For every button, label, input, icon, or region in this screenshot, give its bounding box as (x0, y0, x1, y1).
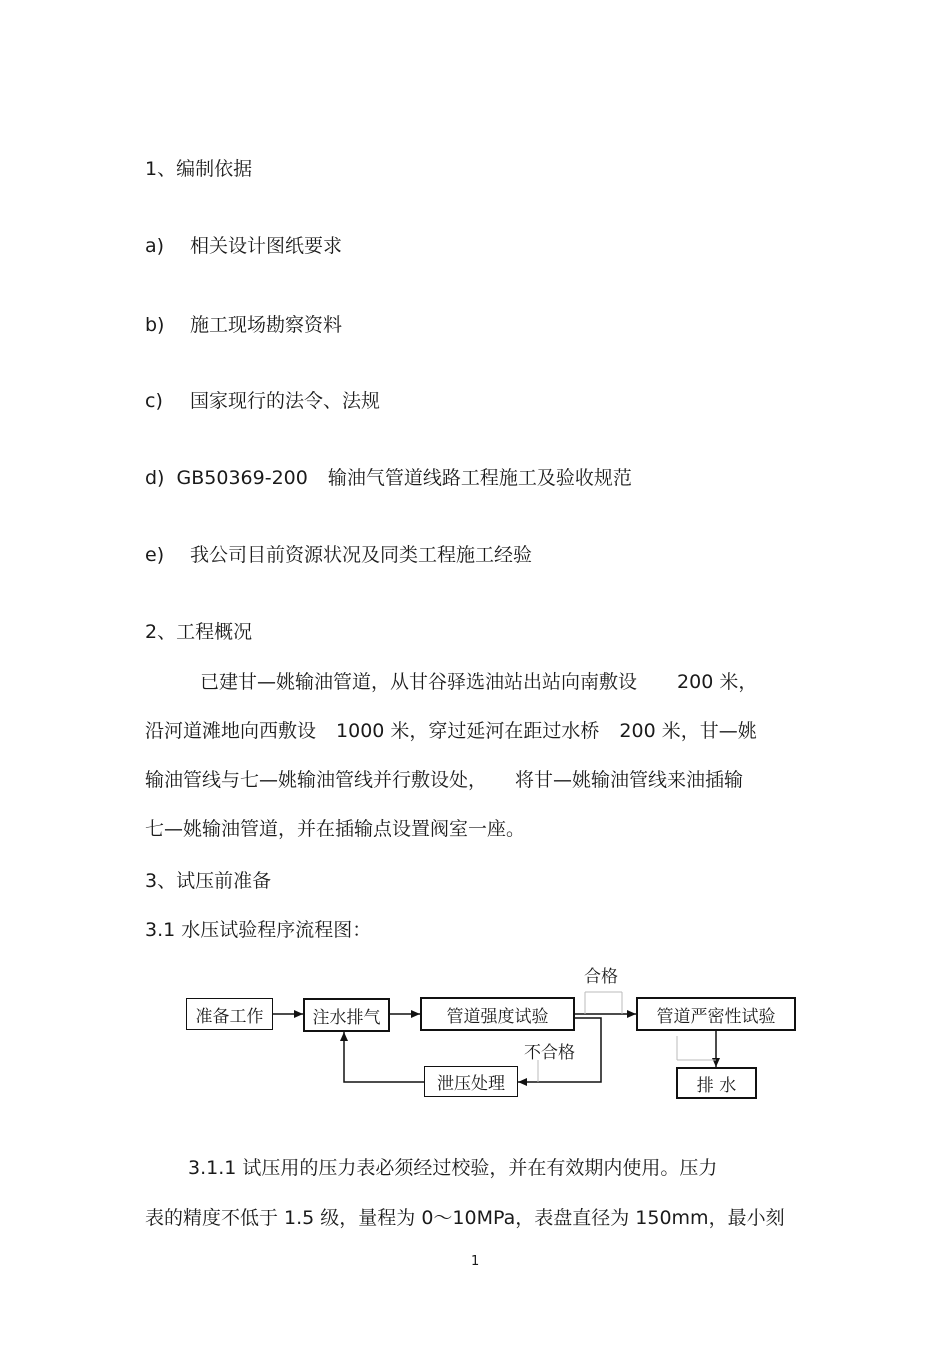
flow-step-pressure-release: 泄压处理 (424, 1066, 518, 1097)
overview-text: 已建甘—姚输油管道，从甘谷驿选油站出站向南敷设 (200, 671, 638, 693)
basis-label: e) (145, 544, 165, 566)
basis-text: 国家现行的法令、法规 (190, 390, 381, 412)
flow-step-tightness-test: 管道严密性试验 (636, 997, 796, 1031)
section-2-heading: 2、工程概况 (145, 621, 253, 643)
overview-text: 输油管线与七—姚输油管线并行敷设处， (145, 769, 488, 791)
flow-label-pass: 合格 (584, 967, 618, 987)
basis-text: 我公司目前资源状况及同类工程施工经验 (190, 544, 533, 566)
basis-label: c) (145, 390, 163, 412)
basis-label: b) (145, 314, 165, 336)
flow-step-fill-water: 注水排气 (303, 998, 390, 1032)
basis-label: a) (145, 235, 165, 257)
overview-text: 1000 米，穿过延河在距过水桥 (336, 720, 600, 742)
section-1-heading: 1、编制依据 (145, 158, 253, 180)
flow-label-fail: 不合格 (524, 1043, 575, 1063)
overview-text: 200 米， (677, 671, 758, 693)
para-3-1-1-line-2: 表的精度不低于 1.5 级，量程为 0～10MPa，表盘直径为 150mm，最小刻 (145, 1207, 785, 1229)
section-3-heading: 3、试压前准备 (145, 870, 272, 892)
flow-step-prepare: 准备工作 (186, 998, 273, 1030)
basis-text: 相关设计图纸要求 (190, 235, 343, 257)
basis-text: 输油气管道线路工程施工及验收规范 (327, 467, 632, 489)
standard-code: GB50369-200 (176, 467, 308, 489)
section-3-1-heading: 3.1 水压试验程序流程图： (145, 919, 372, 941)
overview-text: 将甘—姚输油管线来油插输 (515, 769, 744, 791)
para-3-1-1-line-1: 3.1.1 试压用的压力表必须经过校验，并在有效期内使用。压力 (188, 1157, 718, 1179)
flow-step-strength-test: 管道强度试验 (420, 997, 575, 1031)
overview-text: 200 米，甘—姚 (619, 720, 757, 742)
overview-text: 沿河道滩地向西敷设 (145, 720, 317, 742)
flow-step-drain: 排 水 (676, 1067, 757, 1099)
basis-label: d) (145, 467, 165, 489)
overview-line-4: 七—姚输油管道，并在插输点设置阀室一座。 (145, 818, 526, 840)
page-number: 1 (471, 1254, 480, 1269)
basis-text: 施工现场勘察资料 (190, 314, 343, 336)
arrow-release-to-fill (344, 1032, 424, 1082)
